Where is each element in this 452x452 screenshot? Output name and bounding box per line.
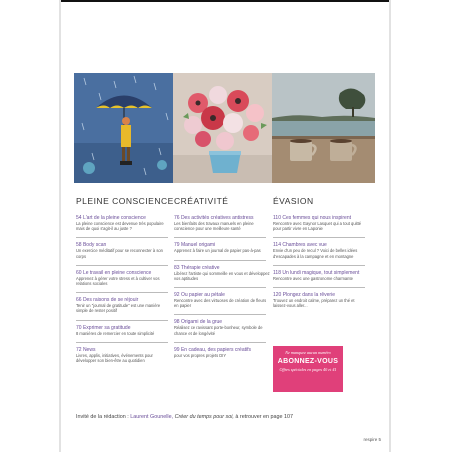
entry-divider [174,260,266,261]
subscribe-button-label[interactable]: ABONNEZ-VOUS [277,358,339,365]
toc-entry[interactable] [76,242,172,258]
entry-divider [174,314,266,315]
entry-title: 114 Chambres avec vue [273,242,327,249]
entry-description: Un exercice méditatif pour se reconnecter à son corps [76,248,163,259]
entry-divider [273,287,365,288]
column-creativite [174,196,270,364]
toc-entry[interactable] [76,347,172,363]
toc-entry[interactable] [174,215,270,231]
entry-description: Apprenez à gérer votre stress et à cultiver vos relations sociales [76,275,160,287]
entry-title: 99 En cadeau, des papiers créatifs [174,346,251,353]
entry-description: Livres, applis, initiatives, événements pour développer son bien-être au quotidien [76,352,153,364]
entry-title: 72 News [76,346,96,353]
entry-description: Réalisez ce ravissant porte-bonheur, symbole de chance et de longévité [174,325,263,336]
entry-title: 118 Un lundi magique, tout simplement [273,269,360,276]
paper-flowers-photo [173,73,276,183]
entry-description: Libérez l'artiste qui sommeille en vous et développez vos aptitudes [174,270,270,281]
column-evasion [273,196,369,314]
entry-description: 8 manières de remercier en toute simplicité [76,330,155,336]
entry-description: Rencontre avec Gaynor Lasquet qui a tout quitté pour partir vivre en Laponie [273,221,362,232]
entry-divider [174,342,266,343]
entry-description: Envie d'un peu de recul ? Voici de belles idées d'escapades à la campagne et en montagne [273,248,358,259]
entry-title: 60 Le travail en pleine conscience [76,269,152,276]
toc-entry[interactable] [76,297,172,313]
entry-title: 66 Des raisons de se réjouir [76,297,139,304]
entry-description: Tenir un "journal de gratitude" est une manière simple de rester positif [76,303,161,314]
toc-entry[interactable] [174,242,270,253]
guest-book: Créer du temps pour soi, [173,414,234,420]
entry-title: 83 Thérapie créative [174,264,220,271]
toc-entry[interactable] [76,325,172,336]
entry-title: 58 Body scan [76,242,107,249]
subscribe-promo[interactable] [273,346,343,392]
entry-title: 54 L'art de la pleine conscience [76,215,146,221]
entry-title: 76 Des activités créatives antistress [174,215,254,221]
entry-title: 98 Origami de la grue [174,319,223,326]
top-rule [61,0,389,2]
toc-entry[interactable] [273,242,369,258]
entry-divider [273,265,365,266]
entry-divider [76,292,168,293]
umbrella-woman-illustration [74,73,177,183]
toc-entry[interactable] [273,270,369,281]
column-title: ÉVASION [273,196,314,206]
entry-title: 70 Exprimer sa gratitude [76,324,131,331]
entry-title: 120 Plongez dans la rêverie [273,292,335,299]
toc-entry[interactable] [174,347,270,358]
entry-divider [76,265,168,266]
column-pleine-conscience [76,196,172,369]
toc-entry[interactable] [273,292,369,308]
entry-description: Rencontre avec une gastronome charmante [273,275,353,281]
entry-divider [174,237,266,238]
toc-entry[interactable] [174,319,270,335]
entry-description: Apprenez à faire un journal de papier pas-à-pas [174,248,261,254]
guest-credit [76,414,386,420]
entry-title: 92 Ou papier au pétale [174,292,225,299]
promo-tagline: Ne manquez aucun numéro [285,350,331,355]
guest-author: Laurent Gounelle, [130,414,174,420]
toc-entry[interactable] [76,270,172,286]
entry-title: 79 Manuel origami [174,242,216,249]
entry-description: pour vos propres projets DIY [174,352,227,358]
page-number: respire 5 [363,437,381,442]
entry-description: La pleine conscience est devenue très populaire mais de quoi s'agit-il au juste ? [76,221,164,232]
entry-divider [76,320,168,321]
entry-description: Les bienfaits des travaux manuels en pleine conscience pour une meilleure santé [174,221,254,232]
magazine-page [61,0,389,452]
entry-description: Rencontre avec des virtuoses de création de fleurs en papier [174,298,267,309]
entry-divider [174,287,266,288]
mugs-lake-photo [272,73,375,183]
promo-offer: Offres spéciales en pages 40 et 41 [279,367,337,372]
entry-divider [273,237,365,238]
entry-description: Trouvez un endroit calme, préparez un thé et laissez-vous aller... [273,298,355,309]
toc-entry[interactable] [174,265,270,281]
column-title: CRÉATIVITÉ [174,196,229,206]
entry-title: 110 Ces femmes qui nous inspirent [273,215,352,221]
toc-entry[interactable] [76,215,172,231]
toc-entry[interactable] [174,292,270,308]
entry-divider [76,342,168,343]
guest-prefix: Invité de la rédaction : [76,414,131,420]
column-title: PLEINE CONSCIENCE [76,196,174,206]
entry-divider [76,237,168,238]
guest-suffix: à retrouver en page 107 [233,414,293,420]
toc-entry[interactable] [273,215,369,231]
